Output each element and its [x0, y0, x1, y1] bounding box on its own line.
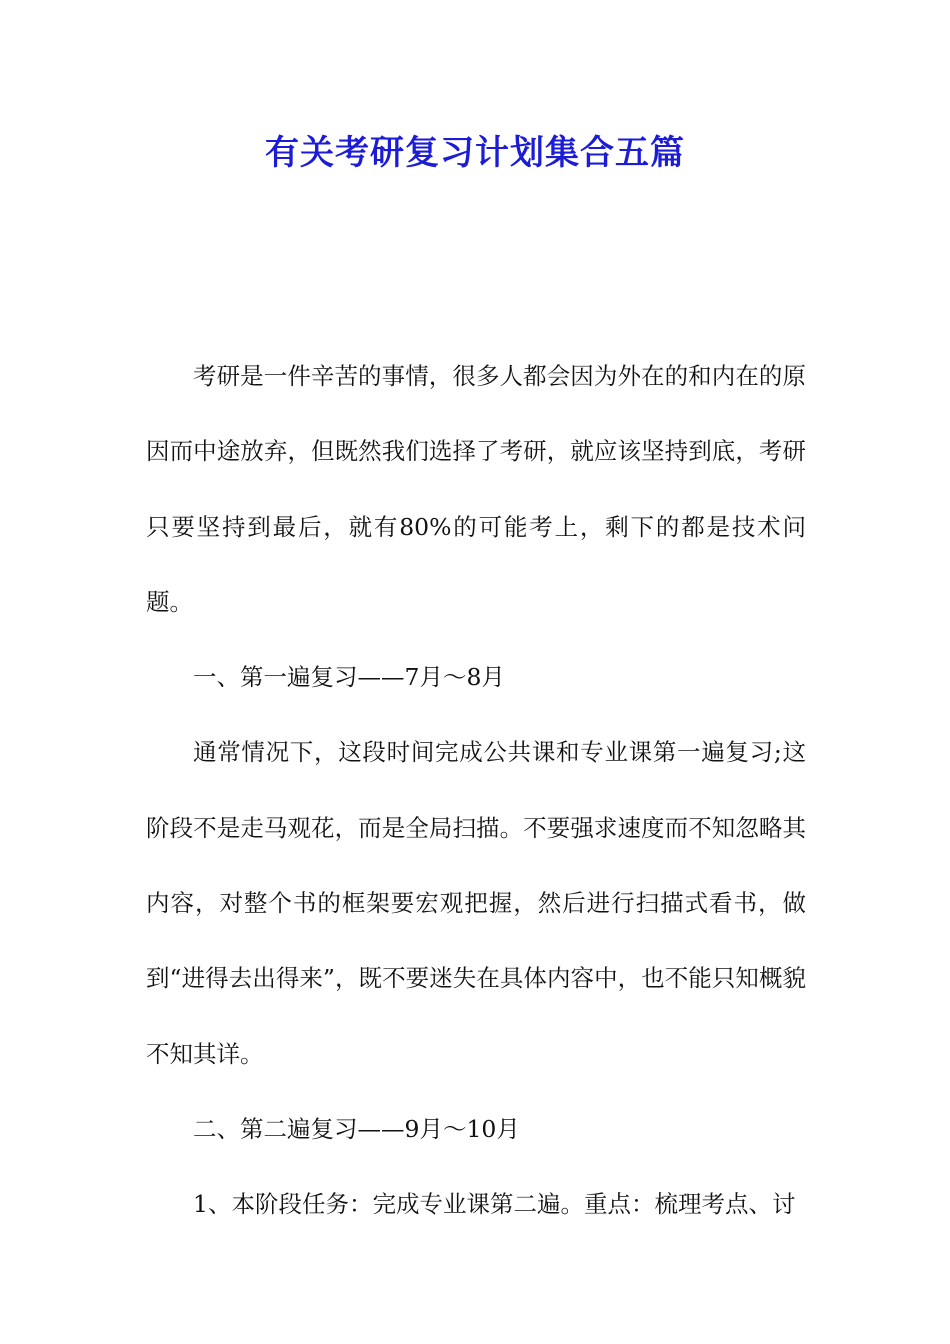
document-title: 有关考研复习计划集合五篇	[265, 133, 685, 173]
paragraph-first-review: 通常情况下，这段时间完成公共课和专业课第一遍复习;这阶段不是走马观花，而是全局扫描。不要强求速度而不知忽略其内容，对整个书的框架要宏观把握，然后进行扫描式看书，做到“进得去出得来”，既不要迷失在具体内容中，也不能只知概貌不知其详。	[146, 738, 806, 1068]
document-body	[146, 339, 806, 1243]
heading-second-review: 二、第二遍复习——9月～10月	[193, 1114, 520, 1143]
heading-first-review: 一、第一遍复习——7月～8月	[193, 663, 505, 692]
paragraph-intro: 考研是一件辛苦的事情，很多人都会因为外在的和内在的原因而中途放弃，但既然我们选择了考研，就应该坚持到底，考研只要坚持到最后，就有80%的可能考上，剩下的都是技术问题。	[146, 362, 806, 616]
paragraph-second-review-task: 1、本阶段任务：完成专业课第二遍。重点：梳理考点、讨	[193, 1190, 796, 1219]
